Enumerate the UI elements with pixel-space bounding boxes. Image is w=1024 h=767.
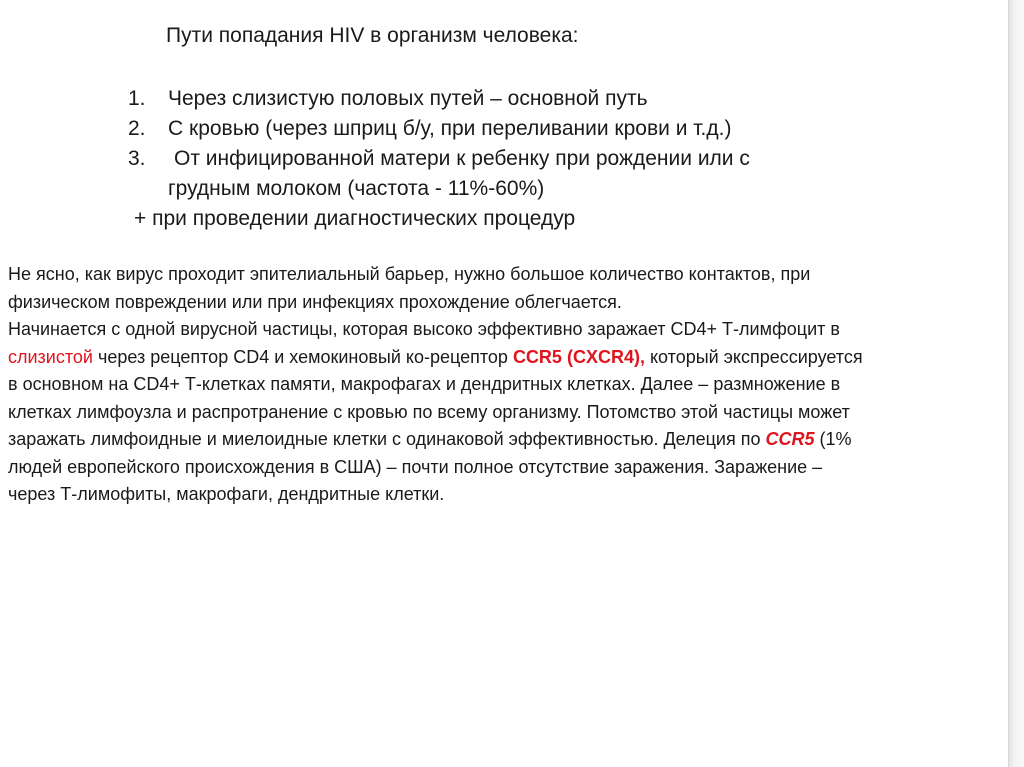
transmission-routes-list — [128, 84, 750, 204]
highlight-coreceptor: CCR5 (CXCR4), — [512, 346, 645, 367]
paragraph-infection-mechanism — [8, 316, 998, 509]
list-item — [128, 144, 750, 174]
text-line — [8, 344, 998, 372]
highlight-mucosa: слизистой — [8, 346, 93, 367]
text-line: через Т-лимофиты, макрофаги, дендритные клетки. — [8, 484, 445, 504]
text-line: людей европейского происхождения в США) – почти полное отсутствие заражения. Заражение – — [8, 456, 823, 477]
list-item-number: 2. — [128, 117, 146, 140]
text-fragment: который экспрессируется — [644, 346, 863, 367]
list-item-text: От инфицированной матери к ребенку при рождении или с — [174, 147, 750, 170]
text-fragment: через рецептор CD4 и хемокиновый ко-рецептор — [92, 346, 513, 367]
list-item-number: 1. — [128, 87, 146, 110]
text-line: Начинается с одной вирусной частицы, которая высоко эффективно заражает CD4+ Т-лимфоцит в — [8, 319, 840, 339]
text-line — [8, 426, 998, 454]
list-item — [128, 84, 750, 114]
list-item — [128, 114, 750, 144]
slide-title: Пути попадания HIV в организм человека: — [166, 24, 579, 47]
viewer-edge — [1008, 0, 1024, 767]
highlight-ccr5: CCR5 — [765, 429, 815, 449]
text-line: Не ясно, как вирус проходит эпителиальный барьер, нужно большое количество контактов, при — [8, 264, 811, 284]
list-item-text: С кровью (через шприц б/у, при переливании крови и т.д.) — [168, 117, 732, 140]
body-text — [8, 261, 998, 509]
text-line: физическом повреждении или при инфекциях прохождение облегчается. — [8, 291, 622, 312]
paragraph-epithelial-barrier — [8, 261, 998, 316]
list-item-text: Через слизистую половых путей – основной путь — [168, 87, 648, 110]
text-line: клетках лимфоузла и распротранение с кровью по всему организму. Потомство этой частицы может — [8, 401, 850, 422]
text-fragment: (1% — [814, 429, 852, 449]
text-fragment: заражать лимфоидные и миелоидные клетки с одинаковой эффективностью. Делеция по — [8, 429, 766, 449]
list-item-continuation — [128, 174, 750, 204]
list-item-continuation-text: грудным молоком (частота - 11%-60%) — [168, 177, 545, 200]
list-item-number: 3. — [128, 147, 146, 170]
text-line: в основном на CD4+ Т-клетках памяти, макрофагах и дендритных клетках. Далее – размножение в — [8, 374, 841, 394]
extra-route-line: + при проведении диагностических процедур — [134, 207, 576, 230]
